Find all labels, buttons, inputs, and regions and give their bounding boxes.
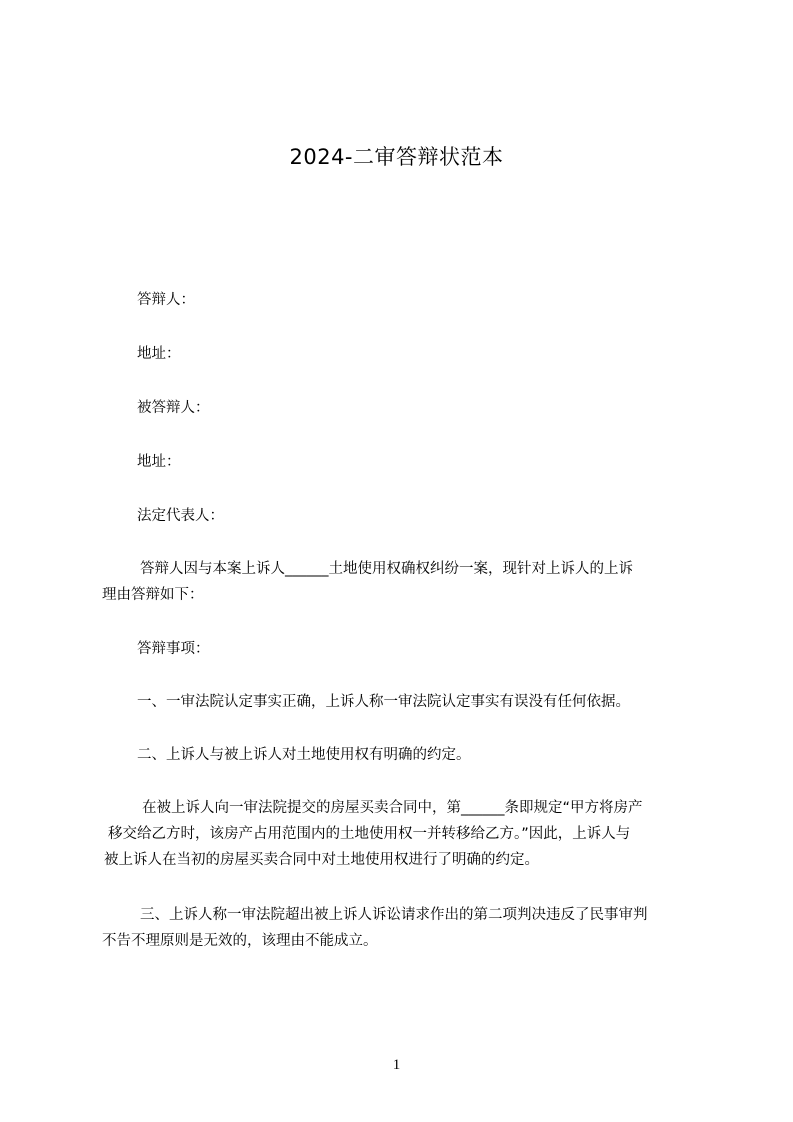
point-two: 二、上诉人与被上诉人对土地使用权有明确的约定。 (137, 747, 471, 763)
point-three-line-2: 不告不理原则是无效的，该理由不能成立。 (102, 933, 378, 949)
matters-heading: 答辩事项： (137, 641, 210, 657)
point-three-line-1: 三、上诉人称一审法院超出被上诉人诉讼请求作出的第二项判决违反了民事审判 (140, 907, 648, 923)
intro-line-1: 答辩人因与本案上诉人______土地使用权确权纠纷一案，现针对上诉人的上诉 (140, 561, 633, 577)
page-number: 1 (392, 1057, 401, 1073)
respondent-field-label: 答辩人： (137, 292, 195, 308)
point-three-paragraph (102, 905, 648, 951)
point-two-detail-line-3: 被上诉人在当初的房屋买卖合同中对土地使用权进行了明确的约定。 (104, 852, 539, 868)
point-two-detail-line-2: 移交给乙方时，该房产占用范围内的土地使用权一并转移给乙方。”因此，上诉人与 (108, 826, 631, 842)
point-two-detail-line-1: 在被上诉人向一审法院提交的房屋买卖合同中，第______条即规定“甲方将房产 (142, 800, 643, 816)
point-one: 一、一审法院认定事实正确，上诉人称一审法院认定事实有误没有任何依据。 (137, 694, 630, 710)
legal-representative-label: 法定代表人： (137, 508, 224, 524)
intro-line-2: 理由答辩如下： (102, 587, 204, 603)
intro-paragraph (102, 559, 633, 605)
appellee-field-label: 被答辩人： (137, 400, 210, 416)
respondent-address-label: 地址： (137, 346, 181, 362)
document-title: 2024-二审答辩状范本 (289, 145, 504, 169)
appellee-address-label: 地址： (137, 454, 181, 470)
point-two-detail-paragraph (104, 798, 643, 870)
